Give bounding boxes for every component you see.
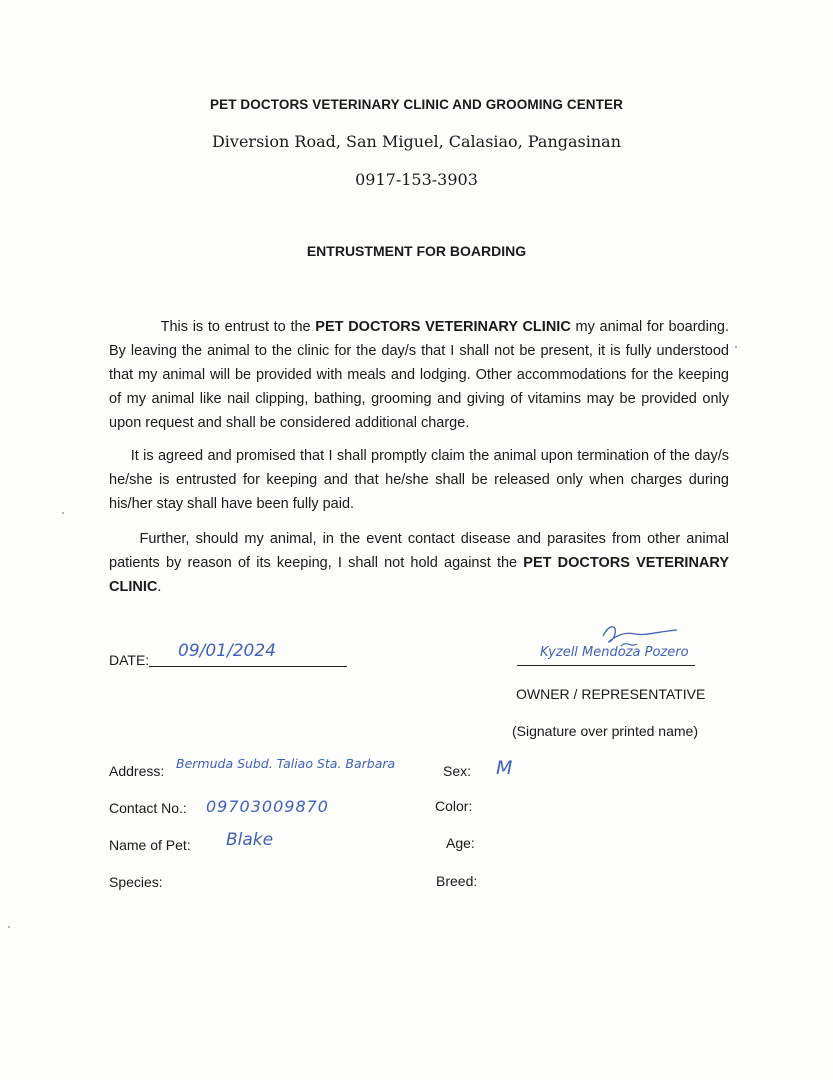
paragraph-entrustment [109,315,729,435]
address-handwritten: Bermuda Subd. Taliao Sta. Barbara [176,756,396,771]
owner-signature-scribble [505,618,705,668]
p1-text-a: This is to entrust to the [160,319,316,335]
breed-label: Breed: [436,873,478,889]
scan-speck [8,926,10,928]
pet-name-label: Name of Pet: [109,837,191,853]
date-label: DATE: [109,652,150,668]
clinic-phone: 0917-153-3903 [355,170,478,189]
contact-handwritten: 09703009870 [206,797,329,816]
age-label: Age: [446,835,475,851]
paragraph-liability [109,527,729,599]
document-title: ENTRUSTMENT FOR BOARDING [306,243,527,259]
owner-printed-name: Kyzell Mendoza Pozero [540,645,689,660]
date-underline [149,666,347,667]
signature-note: (Signature over printed name) [512,723,698,739]
sex-handwritten: M [496,757,513,779]
paragraph-agreement [109,444,729,516]
sex-label: Sex: [443,763,472,779]
contact-label: Contact No.: [109,800,187,816]
date-handwritten: 09/01/2024 [178,641,276,661]
address-label: Address: [109,763,165,779]
species-label: Species: [109,874,163,890]
owner-representative-label: OWNER / REPRESENTATIVE [516,686,706,702]
p3-text-b: . [157,579,162,595]
p3-clinic-bold: PET DOCTORS VETERINARY CLINIC [109,555,729,595]
p1-text-b: my animal for boarding. By leaving the animal to the clinic for the day/s that I shall not be present, it is fully understood that my animal will be provided with meals and lodging. Other accommodations for the keeping of my animal like nail clipping, bathing, grooming and giving of vitamins may be provided only upon request and shall be considered additional charge. [109,319,729,431]
p2-text: It is agreed and promised that I shall promptly claim the animal upon termination of the day/s he/she is entrusted for keeping and that he/she shall be released only when charges during his/her stay shall have been fully paid. [109,448,729,512]
p3-text-a: Further, should my animal, in the event contact disease and parasites from other animal patients by reason of its keeping, I shall not hold against the [109,531,729,571]
scan-speck [62,512,64,514]
pet-name-handwritten: Blake [226,830,274,850]
signature-underline [517,665,695,666]
clinic-address: Diversion Road, San Miguel, Calasiao, Pangasinan [211,132,622,151]
scan-speck [735,346,737,348]
p1-clinic-bold: PET DOCTORS VETERINARY CLINIC [315,319,571,335]
clinic-name: PET DOCTORS VETERINARY CLINIC AND GROOMING CENTER [210,97,623,112]
color-label: Color: [435,798,473,814]
